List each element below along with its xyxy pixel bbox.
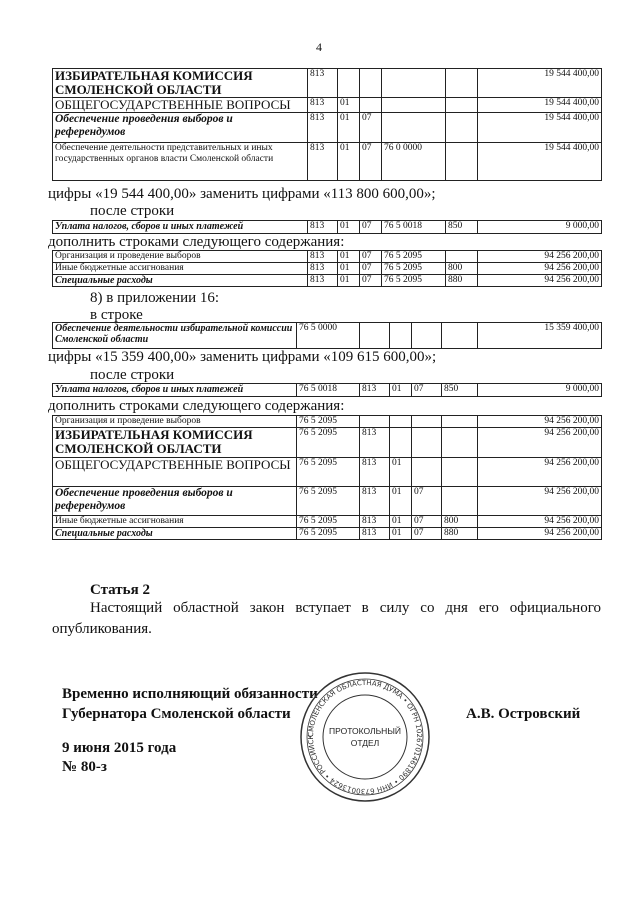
row-name: Специальные расходы: [53, 275, 308, 287]
row-name: Специальные расходы: [53, 528, 297, 540]
signatory-position-line1: Временно исполняющий обязанности: [62, 686, 318, 702]
replace-text-1: цифры «19 544 400,00» заменить цифрами «113 800 600,00»;: [48, 186, 436, 202]
budget-table-6: [52, 415, 602, 540]
law-number: № 80-з: [62, 759, 107, 775]
row-name: Иные бюджетные ассигнования: [53, 263, 308, 275]
official-stamp: [298, 670, 432, 804]
table-row: Обеспечение проведения выборов и референдумов 76 5 2095 813 01 07 94 256 200,00: [53, 487, 602, 516]
table-row: ИЗБИРАТЕЛЬНАЯ КОМИССИЯ СМОЛЕНСКОЙ ОБЛАСТИ 76 5 2095 813 94 256 200,00: [53, 428, 602, 458]
append-text-2: дополнить строками следующего содержания:: [48, 398, 345, 414]
stamp-center-line1: ПРОТОКОЛЬНЫЙ: [329, 726, 401, 736]
row-name: Иные бюджетные ассигнования: [53, 516, 297, 528]
svg-text:СМОЛЕНСКАЯ ОБЛАСТНАЯ ДУМА • ОГ: СМОЛЕНСКАЯ ОБЛАСТНАЯ ДУМА • ОГРН 1026701461890 • ИНН 6730013624 • РОССИЙСК: [306, 678, 424, 796]
row-name: Организация и проведение выборов: [53, 416, 297, 428]
table-row: Обеспечение проведения выборов и референдумов 813 01 07 19 544 400,00: [53, 113, 602, 143]
row-name: Обеспечение деятельности избирательной комиссии Смоленской области: [53, 323, 297, 349]
table-row: ИЗБИРАТЕЛЬНАЯ КОМИССИЯ СМОЛЕНСКОЙ ОБЛАСТИ 813 19 544 400,00: [53, 69, 602, 98]
row-name: Организация и проведение выборов: [53, 251, 308, 263]
append-text-1: дополнить строками следующего содержания:: [48, 234, 345, 250]
table-row: Уплата налогов, сборов и иных платежей 813 01 07 76 5 0018 850 9 000,00: [53, 221, 602, 234]
table-row: Обеспечение деятельности представительных и иных государственных органов власти Смоленской области 813 01 07 76 0 0000 19 544 400,00: [53, 143, 602, 181]
table-row: Обеспечение деятельности избирательной комиссии Смоленской области 76 5 0000 15 359 400,00: [53, 323, 602, 349]
row-name: ИЗБИРАТЕЛЬНАЯ КОМИССИЯ СМОЛЕНСКОЙ ОБЛАСТИ: [53, 69, 308, 98]
article-title: Статья 2: [90, 582, 150, 598]
table-row: Специальные расходы 76 5 2095 813 01 07 880 94 256 200,00: [53, 528, 602, 540]
stamp-icon: [298, 670, 432, 804]
budget-table-1: [52, 68, 602, 181]
budget-table-5: [52, 383, 602, 397]
signatory-name: А.В. Островский: [466, 706, 581, 722]
table-row: ОБЩЕГОСУДАРСТВЕННЫЕ ВОПРОСЫ 76 5 2095 813 01 94 256 200,00: [53, 458, 602, 487]
row-name: Уплата налогов, сборов и иных платежей: [53, 221, 308, 234]
table-row: Организация и проведение выборов 76 5 2095 94 256 200,00: [53, 416, 602, 428]
article-body: Настоящий областной закон вступает в силу со дня его официального опубликования.: [52, 600, 601, 637]
page-number: 4: [316, 40, 322, 54]
row-name: Обеспечение проведения выборов и референдумов: [53, 487, 297, 516]
budget-table-2: [52, 220, 602, 234]
table-row: Организация и проведение выборов 813 01 07 76 5 2095 94 256 200,00: [53, 251, 602, 263]
table-row: ОБЩЕГОСУДАРСТВЕННЫЕ ВОПРОСЫ 813 01 19 544 400,00: [53, 98, 602, 113]
after-row-text-2: после строки: [90, 367, 175, 383]
subitem-text: 8) в приложении 16:: [90, 290, 220, 306]
row-name: Уплата налогов, сборов и иных платежей: [53, 384, 297, 397]
row-name: Обеспечение проведения выборов и референдумов: [53, 113, 308, 143]
row-name: ИЗБИРАТЕЛЬНАЯ КОМИССИЯ СМОЛЕНСКОЙ ОБЛАСТИ: [53, 428, 297, 458]
law-date: 9 июня 2015 года: [62, 740, 177, 756]
row-name: Обеспечение деятельности представительных и иных государственных органов власти Смоленской области: [53, 143, 308, 181]
in-row-text: в строке: [90, 307, 143, 323]
budget-table-3: [52, 250, 602, 287]
row-name: ОБЩЕГОСУДАРСТВЕННЫЕ ВОПРОСЫ: [53, 98, 308, 113]
after-row-text-1: после строки: [90, 203, 175, 219]
replace-text-2: цифры «15 359 400,00» заменить цифрами «109 615 600,00»;: [48, 349, 437, 365]
table-row: Уплата налогов, сборов и иных платежей 76 5 0018 813 01 07 850 9 000,00: [53, 384, 602, 397]
signatory-position-line2: Губернатора Смоленской области: [62, 706, 291, 722]
table-row: Иные бюджетные ассигнования 813 01 07 76 5 2095 800 94 256 200,00: [53, 263, 602, 275]
budget-table-4: [52, 322, 602, 349]
table-row: Иные бюджетные ассигнования 76 5 2095 813 01 07 800 94 256 200,00: [53, 516, 602, 528]
row-name: ОБЩЕГОСУДАРСТВЕННЫЕ ВОПРОСЫ: [53, 458, 297, 487]
stamp-center-line2: ОТДЕЛ: [350, 738, 380, 748]
table-row: Специальные расходы 813 01 07 76 5 2095 880 94 256 200,00: [53, 275, 602, 287]
